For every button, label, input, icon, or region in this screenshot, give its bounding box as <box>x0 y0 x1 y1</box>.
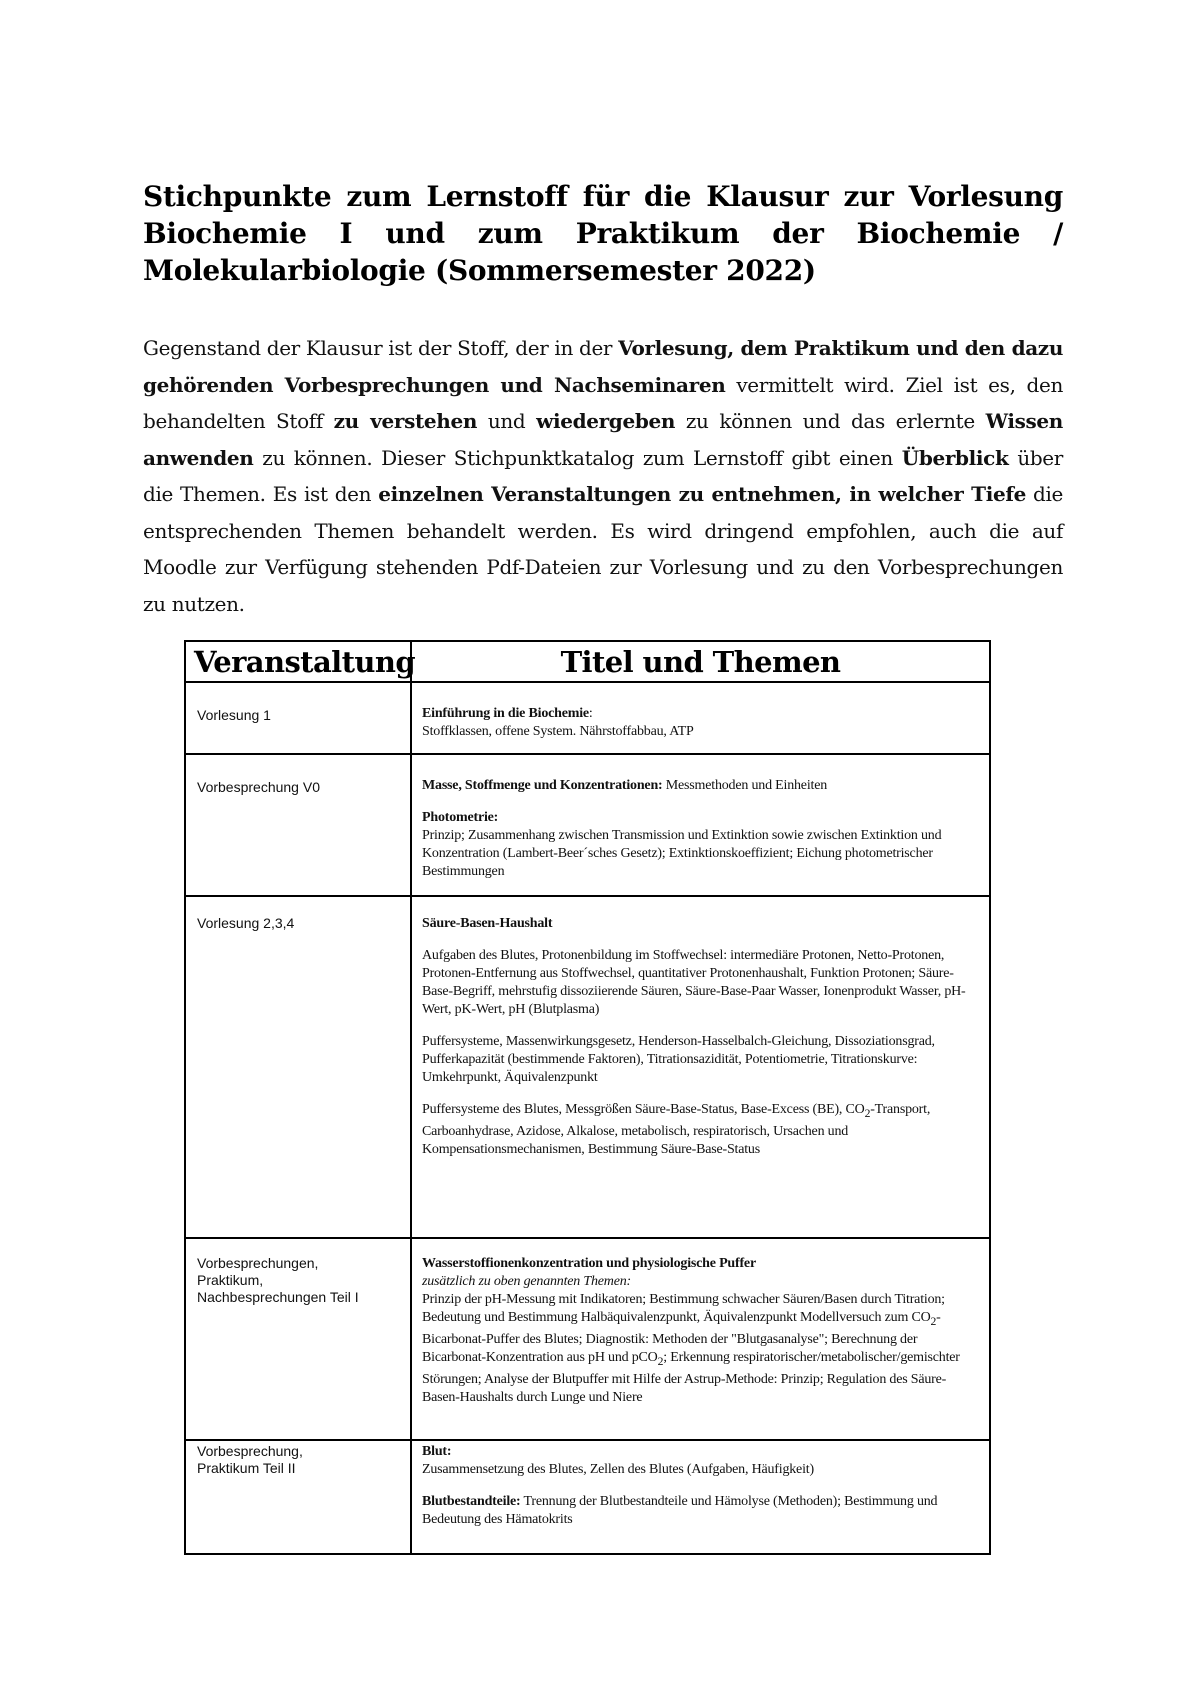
topic-cell <box>411 1238 990 1440</box>
event-cell <box>185 754 411 896</box>
event-label <box>186 1441 410 1483</box>
intro-bold: wiedergeben <box>536 409 676 433</box>
event-label-line: Praktikum Teil II <box>197 1460 296 1476</box>
topic-content <box>412 755 989 889</box>
topic-text: Trennung der Blutbestandteile und Hämolyse (Methoden); Bestimmung und Bedeutung des Hämatokrits <box>422 1494 938 1527</box>
topic-text: Puffersysteme des Blutes, Messgrößen Säure-Base-Status, Base-Excess (BE), CO <box>422 1102 865 1117</box>
topic-text: -Transport, Carboanhydrase, Azidose, Alkalose, metabolisch, respiratorisch, Ursachen und Kompensationsmechanismen, Bestimmung Säure-Base-Status <box>422 1102 931 1157</box>
topic-heading: Masse, Stoffmenge und Konzentrationen: <box>422 778 663 793</box>
intro-paragraph <box>143 330 1063 622</box>
subscript: 2 <box>864 1106 871 1120</box>
table-row <box>185 1440 990 1554</box>
intro-bold: Wissen anwenden <box>143 409 1063 470</box>
title-line: Biochemie I und zum Praktikum der Biochemie / <box>143 217 1063 250</box>
event-cell <box>185 1238 411 1440</box>
topic-heading: Einführung in die Biochemie <box>422 706 589 721</box>
event-label: Vorbesprechung V0 <box>197 779 320 795</box>
intro-text: zu können. Dieser Stichpunktkatalog zum Lernstoff gibt einen <box>253 445 902 470</box>
event-cell <box>185 896 411 1238</box>
intro-text: und <box>477 409 537 433</box>
event-label-line: Praktikum, <box>197 1272 264 1288</box>
topic-content <box>412 683 989 749</box>
document-title <box>143 178 1063 289</box>
topic-heading: Photometrie: <box>422 810 499 825</box>
intro-text: vermittelt wird. Ziel ist es, den behandelten Stoff <box>143 372 1063 433</box>
subscript: 2 <box>930 1314 937 1328</box>
topic-text: Aufgaben des Blutes, Protonenbildung im Stoffwechsel: intermediäre Protonen, Netto-Protonen, Protonen-Entfernung aus Stoffwechsel, quantitativer Protonenhaushalt, Funktion Protonen; Säure-Base-Begriff, mehrstufig dissoziierende Säuren, Säure-Base-Paar Wasser, Ionenprodukt Wasser, pH-Wert, pK-Wert, pH (Blutplasma) <box>422 948 966 1017</box>
event-label: Vorlesung 1 <box>197 707 271 723</box>
table-row <box>185 754 990 896</box>
event-label-line: Nachbesprechungen Teil I <box>197 1289 359 1305</box>
column-header-topics: Titel und Themen <box>411 641 990 682</box>
table-header-row <box>185 641 990 682</box>
intro-bold: Vorlesung, dem Praktikum und den dazu gehörenden Vorbesprechungen und Nachseminaren <box>143 336 1064 397</box>
topic-text: Messmethoden und Einheiten <box>662 778 828 793</box>
topic-heading: Wasserstoffionenkonzentration und physiologische Puffer <box>422 1256 756 1271</box>
event-label <box>186 1239 410 1312</box>
topic-cell <box>411 682 990 754</box>
table-row <box>185 896 990 1238</box>
topic-content <box>412 1441 989 1537</box>
event-cell <box>185 1440 411 1554</box>
topic-text: Prinzip; Zusammenhang zwischen Transmission und Extinktion sowie zwischen Extinktion und Konzentration (Lambert-Beer´sches Gesetz); Extinktionskoeffizient; Eichung photometrischer Bestimmungen <box>422 828 942 879</box>
event-label-line: Vorbesprechung, <box>197 1443 303 1459</box>
title-line: Molekularbiologie (Sommersemester 2022) <box>143 254 816 287</box>
topic-cell <box>411 1440 990 1554</box>
event-cell <box>185 682 411 754</box>
table-row <box>185 682 990 754</box>
event-label: Vorlesung 2,3,4 <box>197 915 295 931</box>
topics-table <box>184 640 991 1555</box>
intro-text: Gegenstand der Klausur ist der Stoff, der in der <box>143 336 619 360</box>
topic-text: -Bicarbonat-Puffer des Blutes; Diagnostik: Methoden der "Blutgasanalyse"; Berechnung der Bicarbonat-Konzentration aus pH und pCO <box>422 1310 941 1365</box>
topic-cell <box>411 896 990 1238</box>
intro-text: die entsprechenden Themen behandelt werden. Es wird dringend empfohlen, auch die auf Moodle zur Verfügung stehenden Pdf-Dateien zur Vorlesung und zu den Vorbesprechungen zu nutzen. <box>143 482 1064 616</box>
topic-cell <box>411 754 990 896</box>
topic-text: Zusammensetzung des Blutes, Zellen des Blutes (Aufgaben, Häufigkeit) <box>422 1462 814 1477</box>
topic-content <box>412 1239 989 1415</box>
title-line: Stichpunkte zum Lernstoff für die Klausur zur Vorlesung <box>143 180 1063 213</box>
intro-bold: Überblick <box>901 445 1009 470</box>
table-row <box>185 1238 990 1440</box>
topic-content <box>412 897 989 1167</box>
subscript: 2 <box>657 1354 664 1368</box>
intro-bold: einzelnen Veranstaltungen zu entnehmen, in welcher Tiefe <box>378 482 1026 506</box>
topic-text: Puffersysteme, Massenwirkungsgesetz, Henderson-Hasselbalch-Gleichung, Dissoziationsgrad, Pufferkapazität (bestimmende Faktoren), Titrationsazidität, Potentiometrie, Titrationskurve: Umkehrpunkt, Äquivalenzpunkt <box>422 1034 935 1085</box>
topic-note: zusätzlich zu oben genannten Themen: <box>422 1274 631 1289</box>
event-label-line: Vorbesprechungen, <box>197 1255 319 1271</box>
intro-bold: zu verstehen <box>333 409 478 433</box>
intro-text: zu können und das erlernte <box>675 409 986 433</box>
topic-text: Prinzip der pH-Messung mit Indikatoren; Bestimmung schwacher Säuren/Basen durch Titration; Bedeutung und Bestimmung Halbäquivalenzpunkt, Äquivalenzpunkt Modellversuch zum CO <box>422 1292 945 1325</box>
column-header-event: Veranstaltung <box>185 641 411 682</box>
intro-text: über die Themen. Es ist den <box>143 445 1063 506</box>
topic-text: : <box>588 706 593 721</box>
topic-heading: Blutbestandteile: <box>422 1494 521 1509</box>
topic-heading: Blut: <box>422 1444 452 1459</box>
topic-text: ; Erkennung respiratorischer/metabolischer/gemischter Störungen; Analyse der Blutpuffer mit Hilfe der Astrup-Methode: Prinzip; Regulation des Säure-Basen-Haushalts durch Lunge und Niere <box>422 1349 960 1405</box>
topic-text: Stoffklassen, offene System. Nährstoffabbau, ATP <box>422 724 694 739</box>
topic-heading: Säure-Basen-Haushalt <box>422 916 553 931</box>
